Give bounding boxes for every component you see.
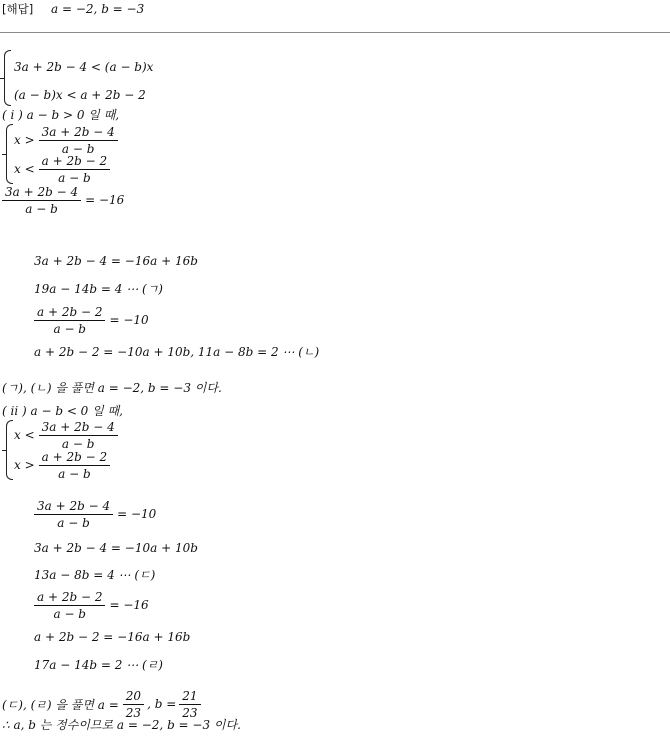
case1-step-3: $\frac{a + 2b - 2}{a - b}$ = −10 xyxy=(34,304,149,336)
case1-step-4: a + 2b − 2 = −10a + 10b, 11a − 8b = 2 ⋯ (ㄴ) xyxy=(34,345,320,359)
system-line-1: 3a + 2b − 4 < (a − b)x xyxy=(14,60,154,74)
case1-ineq-1: x > $\frac{3a + 2b - 4}{a - b}$ xyxy=(14,124,118,156)
case1-step-2: 19a − 14b = 4 ⋯ (ㄱ) xyxy=(34,282,163,296)
case2-conclusion: (ㄷ), (ㄹ) 을 풀면 a = $\frac{20}{23}$ , b = $\frac{21}{23}$ xyxy=(2,688,201,720)
system-brace xyxy=(4,50,11,106)
case1-brace xyxy=(6,124,13,184)
case2-step-3: 13a − 8b = 4 ⋯ (ㄷ) xyxy=(34,568,156,582)
answer-label: [해답] xyxy=(2,2,34,16)
case1-equation: $\frac{3a + 2b - 4}{a - b}$ = −16 xyxy=(2,184,124,216)
header-line xyxy=(2,2,144,16)
system-line-2: (a − b)x < a + 2b − 2 xyxy=(14,88,146,102)
case2-step-5: a + 2b − 2 = −16a + 16b xyxy=(34,630,191,644)
case2-step-4: $\frac{a + 2b - 2}{a - b}$ = −16 xyxy=(34,589,149,621)
case2-heading: ( ii ) a − b < 0 일 때, xyxy=(2,404,123,418)
case2-step-2: 3a + 2b − 4 = −10a + 10b xyxy=(34,541,198,555)
case1-step-1: 3a + 2b − 4 = −16a + 16b xyxy=(34,254,198,268)
answer-values: a = −2, b = −3 xyxy=(51,2,145,16)
final-conclusion: ∴ a, b 는 정수이므로 a = −2, b = −3 이다. xyxy=(2,718,241,732)
case1-ineq-2: x < $\frac{a + 2b - 2}{a - b}$ xyxy=(14,153,110,185)
case1-conclusion: (ㄱ), (ㄴ) 을 풀면 a = −2, b = −3 이다. xyxy=(2,381,222,395)
case2-ineq-2: x > $\frac{a + 2b - 2}{a - b}$ xyxy=(14,449,110,481)
divider xyxy=(0,32,670,33)
case2-ineq-1: x < $\frac{3a + 2b - 4}{a - b}$ xyxy=(14,419,118,451)
case2-step-1: $\frac{3a + 2b - 4}{a - b}$ = −10 xyxy=(34,498,156,530)
case2-step-6: 17a − 14b = 2 ⋯ (ㄹ) xyxy=(34,658,163,672)
case1-heading: ( i ) a − b > 0 일 때, xyxy=(2,108,120,122)
case2-brace xyxy=(6,420,13,480)
